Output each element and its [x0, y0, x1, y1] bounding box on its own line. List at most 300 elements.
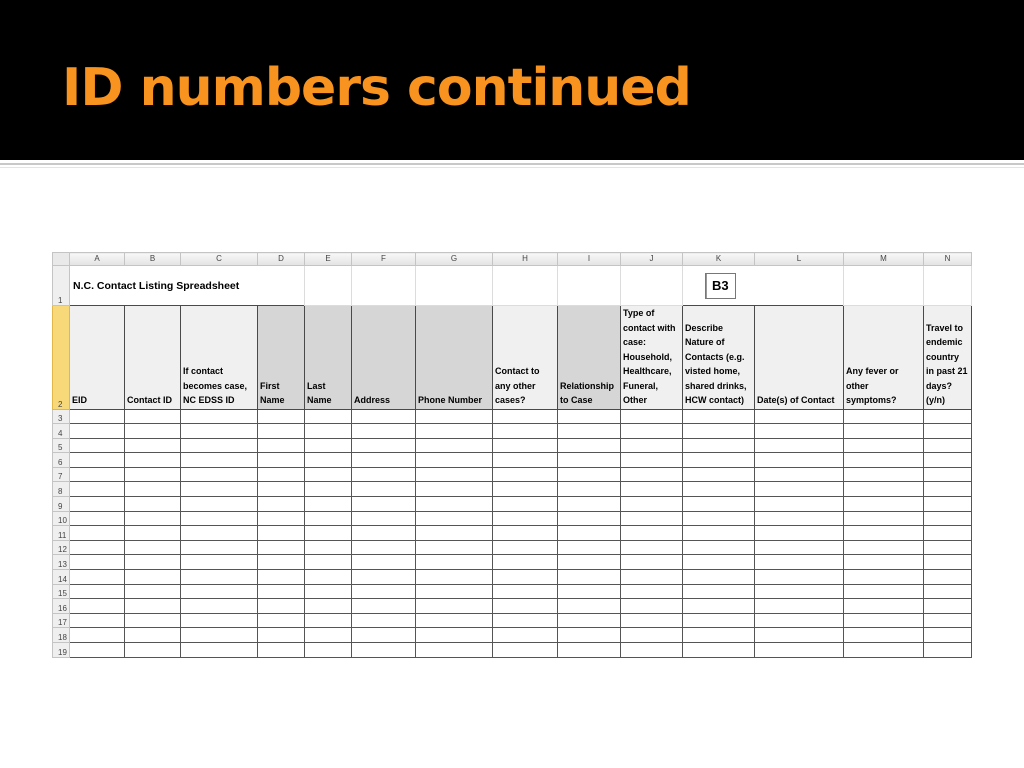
cell[interactable]: [416, 467, 493, 482]
column-heading-cell[interactable]: Address: [352, 306, 416, 410]
column-heading-cell[interactable]: Phone Number: [416, 306, 493, 410]
cell[interactable]: [181, 467, 258, 482]
cell[interactable]: [181, 511, 258, 526]
row-number[interactable]: 8: [53, 482, 70, 497]
cell[interactable]: [683, 511, 755, 526]
cell[interactable]: [844, 511, 924, 526]
column-header[interactable]: I: [558, 253, 621, 266]
cell[interactable]: [683, 613, 755, 628]
cell[interactable]: [125, 570, 181, 585]
cell[interactable]: [258, 453, 305, 468]
cell[interactable]: [493, 570, 558, 585]
row-number[interactable]: 15: [53, 584, 70, 599]
cell[interactable]: [416, 584, 493, 599]
row-number[interactable]: 19: [53, 643, 70, 658]
row-number[interactable]: 13: [53, 555, 70, 570]
column-header[interactable]: J: [621, 253, 683, 266]
cell[interactable]: [70, 409, 125, 424]
column-header[interactable]: H: [493, 253, 558, 266]
spreadsheet-data-row: [53, 511, 972, 526]
cell[interactable]: [924, 540, 972, 555]
row-number[interactable]: 16: [53, 599, 70, 614]
cell[interactable]: [683, 643, 755, 658]
cell[interactable]: [924, 424, 972, 439]
cell[interactable]: [305, 628, 352, 643]
cell[interactable]: [70, 613, 125, 628]
cell[interactable]: [305, 599, 352, 614]
cell[interactable]: [305, 497, 352, 512]
row-number[interactable]: 18: [53, 628, 70, 643]
column-header[interactable]: K: [683, 253, 755, 266]
cell[interactable]: [493, 467, 558, 482]
cell[interactable]: [558, 613, 621, 628]
cell[interactable]: [493, 613, 558, 628]
cell[interactable]: [683, 424, 755, 439]
column-header[interactable]: F: [352, 253, 416, 266]
cell[interactable]: [683, 584, 755, 599]
cell[interactable]: [621, 555, 683, 570]
cell[interactable]: [844, 409, 924, 424]
column-header[interactable]: A: [70, 253, 125, 266]
cell[interactable]: [844, 266, 924, 306]
slide-title-bar: [0, 0, 1024, 160]
cell[interactable]: [558, 409, 621, 424]
cell[interactable]: [258, 526, 305, 541]
cell[interactable]: [558, 643, 621, 658]
cell[interactable]: [755, 526, 844, 541]
cell[interactable]: [125, 453, 181, 468]
cell[interactable]: [125, 540, 181, 555]
cell[interactable]: [924, 570, 972, 585]
row-number[interactable]: 14: [53, 570, 70, 585]
cell[interactable]: [258, 409, 305, 424]
cell[interactable]: [924, 511, 972, 526]
column-heading-cell[interactable]: Date(s) of Contact: [755, 306, 844, 410]
spreadsheet-data-row: [53, 555, 972, 570]
cell[interactable]: [755, 497, 844, 512]
row-number[interactable]: 3: [53, 409, 70, 424]
row-number[interactable]: 10: [53, 511, 70, 526]
cell[interactable]: [258, 511, 305, 526]
cell[interactable]: [258, 467, 305, 482]
cell[interactable]: [352, 584, 416, 599]
cell[interactable]: [70, 438, 125, 453]
row-number[interactable]: 6: [53, 453, 70, 468]
column-header[interactable]: L: [755, 253, 844, 266]
cell[interactable]: [844, 526, 924, 541]
cell[interactable]: [924, 628, 972, 643]
cell[interactable]: [558, 526, 621, 541]
cell[interactable]: [558, 628, 621, 643]
cell[interactable]: [70, 643, 125, 658]
cell[interactable]: [924, 453, 972, 468]
cell[interactable]: [493, 511, 558, 526]
cell[interactable]: [258, 584, 305, 599]
column-header[interactable]: E: [305, 253, 352, 266]
cell[interactable]: [493, 526, 558, 541]
cell[interactable]: [621, 643, 683, 658]
cell[interactable]: [683, 555, 755, 570]
cell[interactable]: [352, 628, 416, 643]
cell[interactable]: [621, 511, 683, 526]
cell[interactable]: [305, 453, 352, 468]
cell[interactable]: [70, 555, 125, 570]
cell[interactable]: [125, 467, 181, 482]
cell[interactable]: [844, 424, 924, 439]
cell[interactable]: [416, 555, 493, 570]
cell[interactable]: [683, 482, 755, 497]
cell[interactable]: [305, 570, 352, 585]
cell[interactable]: [416, 511, 493, 526]
column-heading-cell[interactable]: First Name: [258, 306, 305, 410]
column-header[interactable]: C: [181, 253, 258, 266]
select-all-corner[interactable]: [53, 253, 70, 266]
cell[interactable]: [125, 628, 181, 643]
cell[interactable]: [258, 424, 305, 439]
cell[interactable]: [305, 266, 352, 306]
cell[interactable]: [258, 599, 305, 614]
cell[interactable]: [305, 526, 352, 541]
cell[interactable]: [621, 409, 683, 424]
row-number[interactable]: 17: [53, 613, 70, 628]
cell[interactable]: [924, 613, 972, 628]
cell[interactable]: [844, 584, 924, 599]
cell[interactable]: [558, 584, 621, 599]
column-heading-cell[interactable]: Any fever or other symptoms?: [844, 306, 924, 410]
cell[interactable]: [352, 438, 416, 453]
column-heading-cell[interactable]: EID: [70, 306, 125, 410]
cell[interactable]: [70, 453, 125, 468]
cell[interactable]: [493, 424, 558, 439]
cell[interactable]: [493, 266, 558, 306]
cell[interactable]: [305, 540, 352, 555]
cell[interactable]: [70, 526, 125, 541]
cell[interactable]: [844, 643, 924, 658]
cell[interactable]: [125, 526, 181, 541]
cell[interactable]: [352, 613, 416, 628]
contact-listing-spreadsheet: [52, 252, 972, 658]
cell[interactable]: [70, 511, 125, 526]
cell[interactable]: [352, 570, 416, 585]
row-number[interactable]: 12: [53, 540, 70, 555]
cell[interactable]: [493, 482, 558, 497]
cell[interactable]: [125, 613, 181, 628]
cell[interactable]: [621, 584, 683, 599]
cell[interactable]: [181, 526, 258, 541]
cell[interactable]: [181, 555, 258, 570]
cell[interactable]: [755, 424, 844, 439]
cell[interactable]: [181, 584, 258, 599]
row-number[interactable]: 11: [53, 526, 70, 541]
cell[interactable]: [924, 467, 972, 482]
cell[interactable]: [352, 526, 416, 541]
cell[interactable]: [493, 453, 558, 468]
cell[interactable]: [416, 628, 493, 643]
cell[interactable]: [352, 266, 416, 306]
cell[interactable]: [755, 467, 844, 482]
cell[interactable]: [493, 628, 558, 643]
cell[interactable]: [305, 643, 352, 658]
cell[interactable]: [924, 599, 972, 614]
cell[interactable]: [621, 613, 683, 628]
cell[interactable]: [683, 409, 755, 424]
cell[interactable]: [416, 540, 493, 555]
cell[interactable]: [683, 599, 755, 614]
cell[interactable]: [70, 482, 125, 497]
spreadsheet-title[interactable]: [70, 266, 305, 306]
cell[interactable]: [755, 613, 844, 628]
cell[interactable]: [181, 613, 258, 628]
cell[interactable]: [755, 599, 844, 614]
cell[interactable]: [125, 482, 181, 497]
cell[interactable]: [924, 643, 972, 658]
cell[interactable]: [493, 409, 558, 424]
column-heading-cell[interactable]: If contact becomes case, NC EDSS ID: [181, 306, 258, 410]
row-number[interactable]: 5: [53, 438, 70, 453]
cell[interactable]: [844, 613, 924, 628]
cell[interactable]: [558, 266, 621, 306]
cell[interactable]: [258, 628, 305, 643]
cell[interactable]: [683, 453, 755, 468]
cell[interactable]: [621, 467, 683, 482]
cell[interactable]: [305, 409, 352, 424]
cell[interactable]: [352, 511, 416, 526]
cell[interactable]: [416, 266, 493, 306]
cell[interactable]: [258, 497, 305, 512]
cell[interactable]: [558, 511, 621, 526]
cell[interactable]: [258, 613, 305, 628]
cell[interactable]: [181, 643, 258, 658]
cell[interactable]: [258, 482, 305, 497]
cell[interactable]: [70, 599, 125, 614]
cell[interactable]: [70, 497, 125, 512]
cell[interactable]: [755, 438, 844, 453]
column-heading-cell[interactable]: Contact to any other cases?: [493, 306, 558, 410]
cell[interactable]: [493, 599, 558, 614]
cell[interactable]: [352, 497, 416, 512]
row-number[interactable]: 4: [53, 424, 70, 439]
cell[interactable]: [844, 482, 924, 497]
cell[interactable]: [125, 599, 181, 614]
cell[interactable]: [416, 424, 493, 439]
cell[interactable]: [181, 409, 258, 424]
cell[interactable]: [181, 453, 258, 468]
cell[interactable]: [683, 526, 755, 541]
cell[interactable]: [683, 438, 755, 453]
cell[interactable]: [416, 526, 493, 541]
cell[interactable]: [70, 424, 125, 439]
cell[interactable]: [558, 482, 621, 497]
cell[interactable]: [493, 555, 558, 570]
cell[interactable]: [755, 584, 844, 599]
cell[interactable]: [352, 643, 416, 658]
cell[interactable]: [70, 628, 125, 643]
cell[interactable]: [621, 599, 683, 614]
row-number[interactable]: 9: [53, 497, 70, 512]
cell[interactable]: [621, 482, 683, 497]
cell[interactable]: [924, 526, 972, 541]
cell[interactable]: [416, 438, 493, 453]
column-heading-cell[interactable]: Travel to endemic country in past 21 days? (y/n): [924, 306, 972, 410]
cell[interactable]: [844, 555, 924, 570]
cell[interactable]: [844, 438, 924, 453]
cell[interactable]: [70, 584, 125, 599]
cell[interactable]: [305, 482, 352, 497]
cell[interactable]: [258, 438, 305, 453]
cell[interactable]: [621, 453, 683, 468]
cell[interactable]: [493, 540, 558, 555]
cell[interactable]: [181, 438, 258, 453]
cell[interactable]: [558, 555, 621, 570]
cell[interactable]: [181, 482, 258, 497]
cell[interactable]: [621, 570, 683, 585]
row-number[interactable]: 7: [53, 467, 70, 482]
cell[interactable]: [352, 409, 416, 424]
cell[interactable]: [683, 628, 755, 643]
cell[interactable]: [755, 570, 844, 585]
cell[interactable]: [621, 266, 683, 306]
cell[interactable]: [755, 540, 844, 555]
cell[interactable]: [558, 599, 621, 614]
cell[interactable]: [558, 438, 621, 453]
cell[interactable]: [683, 540, 755, 555]
cell[interactable]: [70, 467, 125, 482]
cell[interactable]: [181, 570, 258, 585]
cell[interactable]: [305, 584, 352, 599]
cell[interactable]: [683, 497, 755, 512]
cell[interactable]: [70, 570, 125, 585]
cell[interactable]: [125, 511, 181, 526]
cell[interactable]: [558, 570, 621, 585]
cell[interactable]: [844, 599, 924, 614]
cell[interactable]: [305, 555, 352, 570]
cell[interactable]: [416, 497, 493, 512]
cell[interactable]: [493, 438, 558, 453]
cell[interactable]: [416, 453, 493, 468]
cell[interactable]: [305, 424, 352, 439]
cell[interactable]: [352, 555, 416, 570]
cell[interactable]: [621, 540, 683, 555]
cell[interactable]: [621, 628, 683, 643]
cell[interactable]: [258, 643, 305, 658]
cell[interactable]: [125, 424, 181, 439]
column-header[interactable]: B: [125, 253, 181, 266]
cell[interactable]: [755, 643, 844, 658]
cell[interactable]: [755, 453, 844, 468]
cell[interactable]: [924, 482, 972, 497]
cell[interactable]: [493, 643, 558, 658]
spreadsheet-data-row: [53, 526, 972, 541]
column-heading-cell[interactable]: Type of contact with case: Household, Healthcare, Funeral, Other: [621, 306, 683, 410]
cell[interactable]: [844, 628, 924, 643]
cell[interactable]: [844, 453, 924, 468]
cell[interactable]: [924, 555, 972, 570]
cell[interactable]: [558, 497, 621, 512]
cell[interactable]: [181, 628, 258, 643]
cell[interactable]: [181, 497, 258, 512]
cell[interactable]: [181, 599, 258, 614]
cell[interactable]: [621, 424, 683, 439]
column-heading-cell[interactable]: Describe Nature of Contacts (e.g. visted home, shared drinks, HCW contact): [683, 306, 755, 410]
column-header[interactable]: G: [416, 253, 493, 266]
cell[interactable]: [683, 570, 755, 585]
column-heading-cell[interactable]: Last Name: [305, 306, 352, 410]
cell[interactable]: [924, 409, 972, 424]
cell[interactable]: [755, 511, 844, 526]
row-number[interactable]: 2: [53, 306, 70, 410]
cell[interactable]: [352, 599, 416, 614]
cell[interactable]: [352, 467, 416, 482]
cell[interactable]: [558, 424, 621, 439]
row-number[interactable]: 1: [53, 266, 70, 306]
cell[interactable]: [621, 526, 683, 541]
cell[interactable]: [755, 555, 844, 570]
cell[interactable]: [305, 613, 352, 628]
cell[interactable]: [352, 424, 416, 439]
cell[interactable]: [70, 540, 125, 555]
cell[interactable]: [125, 555, 181, 570]
cell[interactable]: [416, 409, 493, 424]
column-header[interactable]: N: [924, 253, 972, 266]
cell[interactable]: [258, 540, 305, 555]
cell[interactable]: [416, 570, 493, 585]
column-heading-cell[interactable]: Relationship to Case: [558, 306, 621, 410]
cell[interactable]: [558, 453, 621, 468]
cell[interactable]: [683, 467, 755, 482]
cell[interactable]: [924, 497, 972, 512]
cell[interactable]: [755, 409, 844, 424]
cell[interactable]: [416, 599, 493, 614]
cell[interactable]: [352, 453, 416, 468]
cell[interactable]: [181, 540, 258, 555]
cell[interactable]: [416, 482, 493, 497]
cell[interactable]: [416, 643, 493, 658]
cell[interactable]: [125, 584, 181, 599]
cell[interactable]: [924, 584, 972, 599]
cell[interactable]: [844, 570, 924, 585]
cell[interactable]: [305, 511, 352, 526]
cell[interactable]: [352, 482, 416, 497]
cell[interactable]: [305, 438, 352, 453]
cell[interactable]: [621, 438, 683, 453]
cell[interactable]: [844, 540, 924, 555]
cell[interactable]: [125, 497, 181, 512]
cell[interactable]: [558, 540, 621, 555]
column-header[interactable]: M: [844, 253, 924, 266]
cell[interactable]: [493, 584, 558, 599]
cell[interactable]: [755, 482, 844, 497]
cell[interactable]: [621, 497, 683, 512]
column-heading-cell[interactable]: Contact ID: [125, 306, 181, 410]
cell[interactable]: [558, 467, 621, 482]
cell[interactable]: [181, 424, 258, 439]
cell[interactable]: [258, 555, 305, 570]
cell[interactable]: [305, 467, 352, 482]
cell[interactable]: [125, 643, 181, 658]
cell[interactable]: [844, 467, 924, 482]
cell[interactable]: [844, 497, 924, 512]
cell[interactable]: [924, 266, 972, 306]
cell[interactable]: [352, 540, 416, 555]
column-header[interactable]: D: [258, 253, 305, 266]
cell[interactable]: [416, 613, 493, 628]
cell[interactable]: [125, 438, 181, 453]
cell[interactable]: [258, 570, 305, 585]
cell[interactable]: [493, 497, 558, 512]
cell[interactable]: [125, 409, 181, 424]
cell[interactable]: [755, 628, 844, 643]
cell[interactable]: [924, 438, 972, 453]
